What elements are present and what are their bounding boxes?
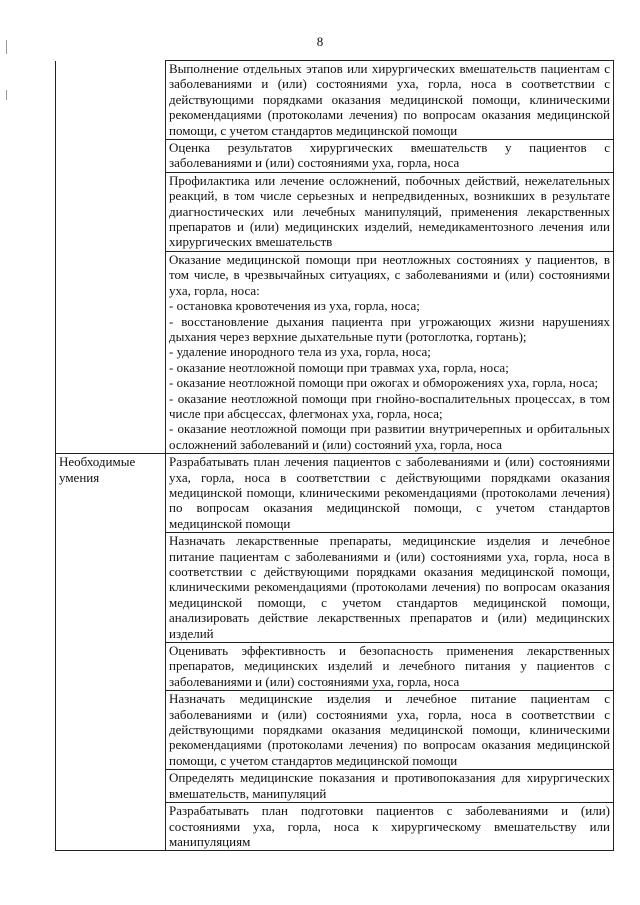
list-item: - удаление инородного тела из уха, горла, носа; bbox=[169, 344, 431, 360]
list-item: - оказание неотложной помощи при развитии внутричерепных и орбитальных осложнений заболеваний и (или) состояний уха, горла, носа bbox=[169, 421, 610, 452]
table-cell: Профилактика или лечение осложнений, побочных действий, нежелательных реакций, в том числе серьезных и непредвиденных, возникших в результате диагностических или лечебных манипуляций, применения лекарственных препаратов и (или) медицинских изделий, немедикаментозного лечения или хирургических вмешательств bbox=[166, 172, 614, 251]
table-row bbox=[56, 61, 614, 140]
table-cell: Назначать медицинские изделия и лечебное питание пациентам с заболеваниями и (или) состояниями уха, горла, носа в соответствии с действующими порядками оказания медицинской помощи, клиническими рекомендациями (протоколами лечения) по вопросам оказания медицинской помощи, с учетом стандартов медицинской помощи bbox=[166, 691, 614, 770]
table-cell: Назначать лекарственные препараты, медицинские изделия и лечебное питание пациентам с заболеваниями и (или) состояниями уха, горла, носа в соответствии с действующими порядками оказания медицинской помощи, клиническими рекомендациями (протоколами лечения) по вопросам оказания медицинской помощи, с учетом стандартов медицинской помощи, анализировать действие лекарственных препаратов и (или) медицинских изделий bbox=[166, 533, 614, 643]
list-item: - остановка кровотечения из уха, горла, носа; bbox=[169, 298, 420, 314]
list-item: - оказание неотложной помощи при травмах уха, горла, носа; bbox=[169, 359, 509, 375]
section-label-empty bbox=[56, 61, 166, 454]
list-item: - оказание неотложной помощи при ожогах и обморожениях уха, горла, носа; bbox=[169, 375, 599, 391]
section-label-skills: Необходимые умения bbox=[56, 454, 166, 851]
table-cell: Разрабатывать план подготовки пациентов с заболеваниями и (или) состояниями уха, горла, носа к хирургическому вмешательству или манипуляциям bbox=[166, 803, 614, 851]
scan-margin-mark bbox=[6, 40, 7, 54]
table-cell: Оценивать эффективность и безопасность применения лекарственных препаратов, медицинских изделий и лечебного питания у пациентов с заболеваниями и (или) состояниями уха, горла, носа bbox=[166, 643, 614, 691]
list-item: - восстановление дыхания пациента при угрожающих жизни нарушениях дыхания через верхние дыхательные пути (ротоглотка, гортань); bbox=[169, 313, 610, 344]
competency-table bbox=[55, 60, 614, 851]
list-intro: Оказание медицинской помощи при неотложных состояниях у пациентов, в том числе, в чрезвычайных ситуациях, с заболеваниями и (или) состояниями уха, горла, носа: bbox=[169, 251, 610, 298]
table-row bbox=[56, 454, 614, 533]
table-cell: Разрабатывать план лечения пациентов с заболеваниями и (или) состояниями уха, горла, носа в соответствии с действующими порядками оказания медицинской помощи, клиническими рекомендациями (протоколами лечения) по вопросам оказания медицинской помощи, с учетом стандартов медицинской помощи bbox=[166, 454, 614, 533]
page-number: 8 bbox=[316, 34, 324, 49]
table-cell: Определять медицинские показания и противопоказания для хирургических вмешательств, манипуляций bbox=[166, 770, 614, 803]
list-item: - оказание неотложной помощи при гнойно-воспалительных процессах, в том числе при абсцессах, флегмонах уха, горла, носа; bbox=[169, 390, 610, 421]
table-cell: Выполнение отдельных этапов или хирургических вмешательств пациентам с заболеваниями и (или) состояниями уха, горла, носа в соответствии с действующими порядками оказания медицинской помощи, клиническими рекомендациями (протоколами лечения) по вопросам оказания медицинской помощи, с учетом стандартов медицинской помощи bbox=[166, 61, 614, 140]
table-cell: Оценка результатов хирургических вмешательств у пациентов с заболеваниями и (или) состояниями уха, горла, носа bbox=[166, 140, 614, 173]
scan-margin-mark bbox=[6, 90, 7, 100]
table-cell-emergency-list bbox=[166, 251, 614, 453]
